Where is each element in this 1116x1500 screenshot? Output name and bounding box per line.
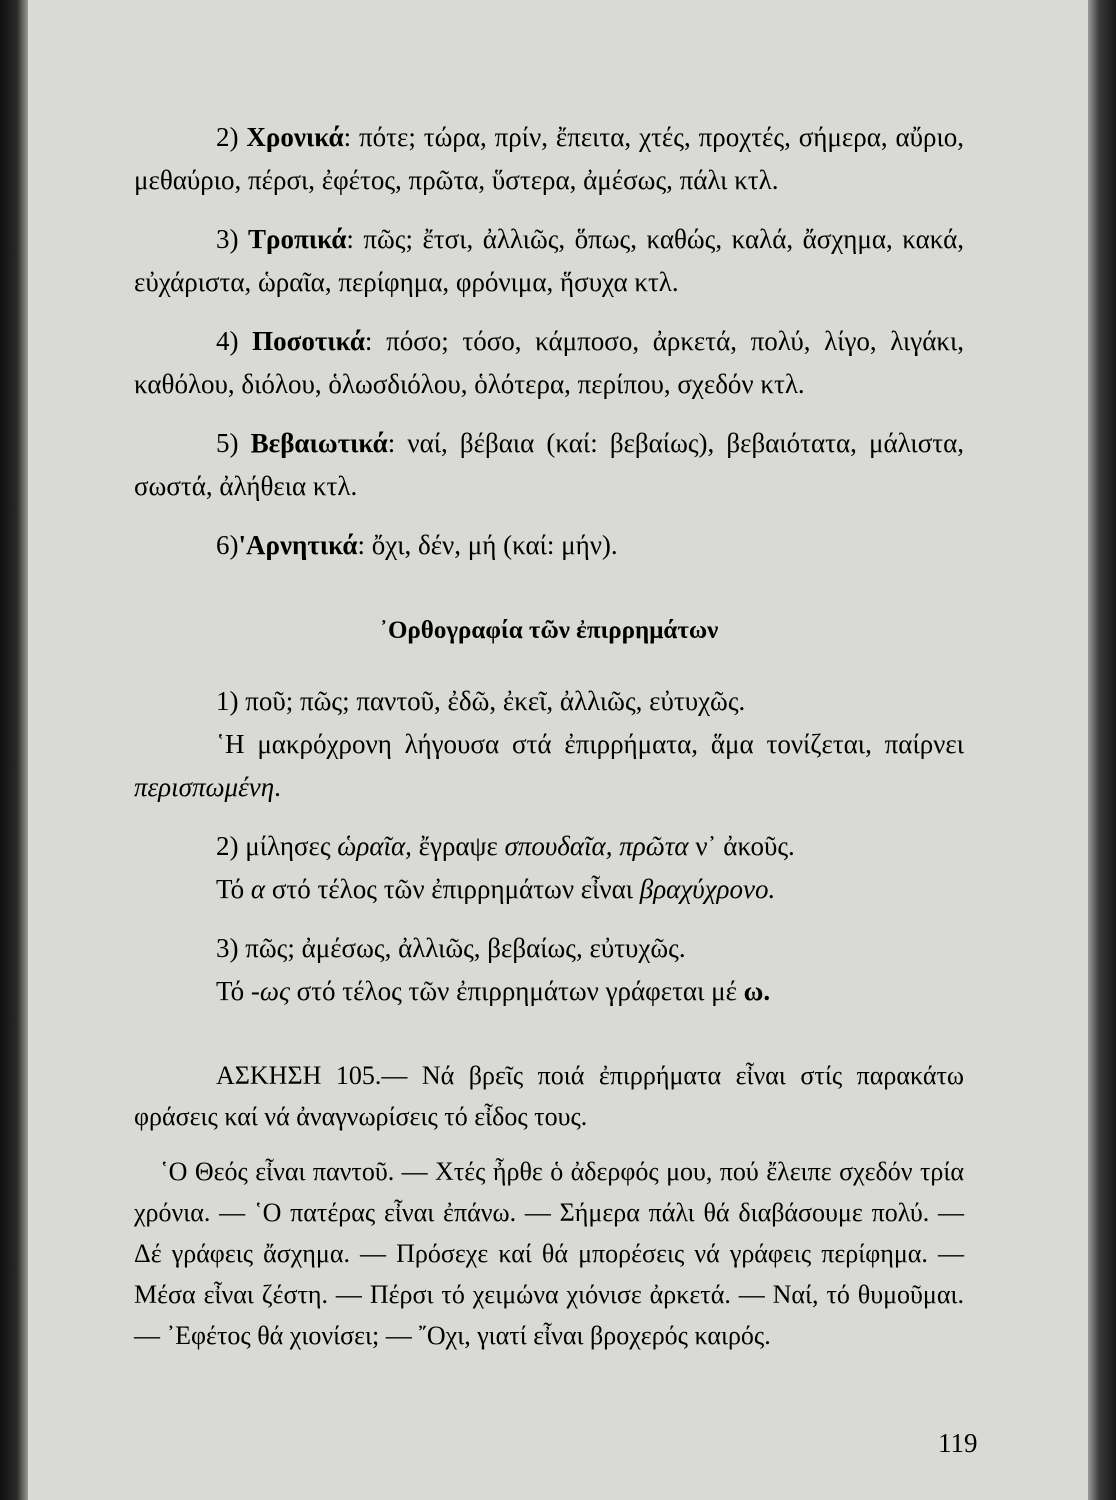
category-term: Τροπικά [247,224,347,254]
exercise-instruction [134,1055,964,1137]
rule-text: ῾Η μακρόχρονη λήγουσα στά ἐπιρρήματα, ἅμα τονίζεται, παίρνει [216,729,964,759]
spelling-rule-1: 1) ποῦ; πῶς; παντοῦ, ἐδῶ, ἐκεῖ, ἀλλιῶς, εὐτυχῶς. [216,686,746,716]
exercise-title: ΑΣΚΗΣΗ 105.— [216,1061,408,1090]
rule-text: Τό - [216,976,260,1006]
exercise-instruction-text: Νά βρεῖς ποιά ἐπιρρήματα εἶναι στίς παρακάτω φράσεις καί νά ἀναγνωρίσεις τό εἶδος τους. [134,1061,965,1131]
rule-text: στό τέλος τῶν ἐπιρρημάτων εἶναι [271,874,634,904]
separator: : [357,530,365,560]
separator: : [387,428,396,458]
separator: : [364,326,373,356]
category-examples: πότε; τώρα, πρίν, ἔπειτα, χτές, προχτές, σήμερα, αὔριο, μεθαύριο, πέρσι, ἐφέτος, πρῶτα, ὕστερα, ἀμέσως, πάλι κτλ. [134,122,964,195]
adverb-category-negative [134,524,964,567]
rule-term-bold: ω. [743,976,771,1006]
rule-term-italic: α [250,874,266,904]
spelling-rule-2-explanation [134,868,964,911]
category-examples: ναί, βέβαια (καί: βεβαίως), βεβαιότατα, μάλιστα, σωστά, ἀλήθεια κτλ. [134,428,964,501]
spelling-rule-3: 3) πῶς; ἀμέσως, ἀλλιῶς, βεβαίως, εὐτυχῶς. [216,933,686,963]
rule-period: . [274,772,281,802]
spelling-rule-1-explanation [134,723,964,809]
item-number: 2) [216,122,239,152]
category-term: 'Αρνητικά [238,530,358,560]
page-body [134,116,964,1356]
rule-example-italic: πρῶτα [619,831,689,861]
item-number: 3) [216,224,239,254]
rule-term-italic: βραχύχρονο. [639,874,776,904]
category-term: Ποσοτικά [252,326,365,356]
rule-text: στό τέλος τῶν ἐπιρρημάτων γράφεται μέ [296,976,737,1006]
rule-text: 2) μίλησες [216,831,331,861]
category-examples: πῶς; ἔτσι, ἀλλιῶς, ὅπως, καθώς, καλά, ἄσχημα, κακά, εὐχάριστα, ὡραῖα, περίφημα, φρόνιμα, ἥσυχα κτλ. [134,224,965,297]
item-number: 6) [216,530,239,560]
exercise-body: ῾Ο Θεός εἶναι παντοῦ. — Χτές ἦρθε ὁ ἀδερφός μου, πού ἔλειπε σχεδόν τρία χρόνια. — ῾Ο πατέρας εἶναι ἐπάνω. — Σήμερα πάλι θά διαβάσουμε πολύ. — Δέ γράφεις ἄσχημα. — Πρόσεχε καί θά μπορέσεις νά γράφεις περίφημα. — Μέσα εἶναι ζέστη. — Πέρσι τό χειμώνα χιόνισε ἀρκετά. — Ναί, τό θυμοῦμαι. — ᾿Εφέτος θά χιονίσει; — ῎Οχι, γιατί εἶναι βροχερός καιρός. [134,1157,964,1350]
spelling-rule-2 [134,825,964,868]
adverb-category-affirmative [134,422,964,508]
separator: : [343,122,352,152]
item-number: 5) [216,428,239,458]
section-heading: ᾿Ορθογραφία τῶν ἐπιρρημάτων [379,617,719,644]
rule-term-italic: περισπωμένη [134,772,275,802]
separator: : [346,224,354,254]
rule-term-italic: ως [259,976,290,1006]
item-number: 4) [216,326,239,356]
rule-text: ν᾿ ἀκοῦς. [695,831,795,861]
rule-text: ἔγραψε [418,831,498,861]
adverb-category-temporal [134,116,964,202]
page-edge-shadow [1088,0,1116,1500]
category-examples: ὄχι, δέν, μή (καί: μήν). [371,530,618,560]
page-number: 119 [938,1428,978,1458]
adverb-category-manner [134,218,964,304]
rule-text: Τό [216,874,245,904]
category-term: Βεβαιωτικά [250,428,388,458]
adverb-category-quantity [134,320,964,406]
category-term: Χρονικά [246,122,344,152]
spelling-rule-3-explanation [134,970,964,1013]
rule-example-italic: ὡραῖα, [337,831,412,861]
rule-example-italic: σπουδαῖα, [504,831,613,861]
book-spine-shadow [0,0,28,1500]
category-examples: πόσο; τόσο, κάμποσο, ἀρκετά, πολύ, λίγο, λιγάκι, καθόλου, διόλου, ὁλωσδιόλου, ὁλότερα, περίπου, σχεδόν κτλ. [134,326,964,399]
